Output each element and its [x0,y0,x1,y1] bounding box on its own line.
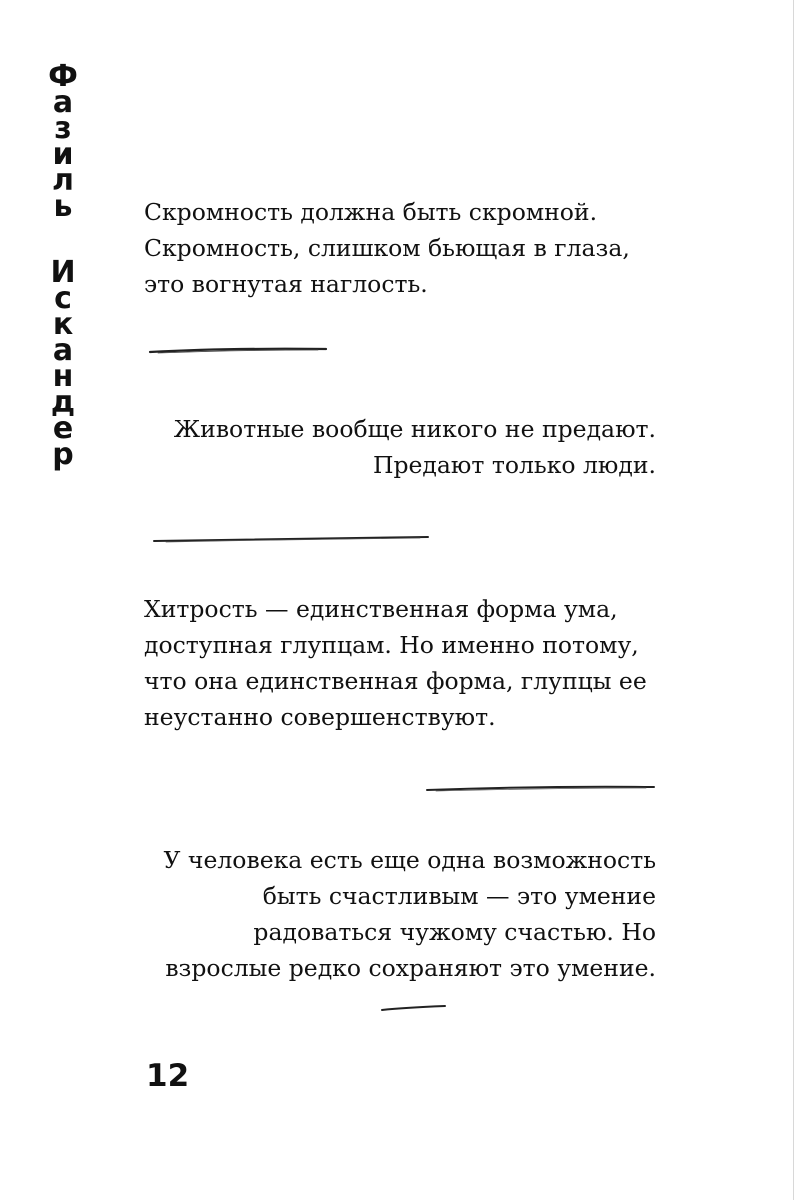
divider-stroke [380,1002,448,1014]
author-letter: р [52,437,74,472]
author-letter: а [52,333,74,368]
author-letter: И [50,255,76,290]
quote-modesty [144,194,630,302]
author-letter: с [54,281,72,316]
quote-line: Животные вообще никого не предают. [173,415,656,443]
author-letter: н [52,359,74,394]
quote-happiness [163,842,656,986]
divider-stroke [152,532,432,546]
author-letter: и [52,137,74,172]
quote-line: это вогнутая наглость. [144,270,428,298]
quote-line: Хитрость — единственная форма ума, [144,595,618,623]
page-number: 12 [146,1058,190,1094]
author-letter: л [52,163,74,198]
author-first-name [40,59,86,224]
author-letter: з [54,111,72,146]
quote-line: Предают только люди. [372,451,656,479]
author-letter: к [52,307,74,342]
quote-line: радоваться чужому счастью. Но [253,918,656,946]
quote-line: Скромность, слишком бьющая в глаза, [144,234,630,262]
quote-line: У человека есть еще одна возможность [163,846,656,874]
quote-cunning [144,591,647,735]
author-letter: д [50,385,76,420]
divider-stroke [424,781,658,795]
quote-line: неустанно совершенствуют. [144,703,496,731]
quote-line: доступная глупцам. Но именно потому, [144,631,639,659]
author-letter: Ф [48,59,78,94]
page-edge [793,0,794,1200]
quote-line: взрослые редко сохраняют это умение. [165,954,656,982]
author-letter: а [52,85,74,120]
author-letter: ь [53,189,73,224]
quote-line: что она единственная форма, глупцы ее [144,667,647,695]
quote-animals [174,411,656,483]
author-letter: е [52,411,74,446]
divider-stroke [148,344,330,358]
author-last-name [40,255,86,472]
quote-line: быть счастливым — это умение [262,882,656,910]
quote-line: Скромность должна быть скромной. [144,198,598,226]
